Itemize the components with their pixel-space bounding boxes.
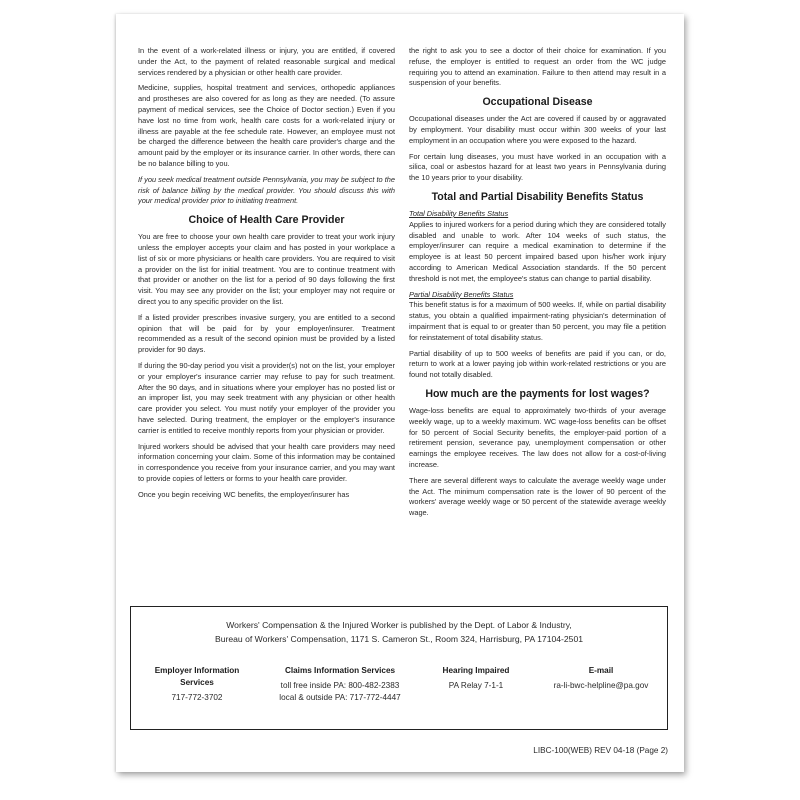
email-address[interactable]: ra-li-bwc-helpline@pa.gov (553, 681, 649, 690)
italic-notice: If you seek medical treatment outside Pennsylvania, you may be subject to the risk of balance billing by the medical provider. You should discuss this with your medical provider prior to initiating treatment. (138, 174, 395, 206)
paragraph: Applies to injured workers for a period during which they are considered totally disabled and unable to work. After 104 weeks of such status, the employer/insurer can require a medical examination to determine if the employee is at least 50 percent impaired based upon his/her work injury according to American Medical Association standards. If the 50 percent threshold is not met, the employee's status can change to partial disability. (409, 219, 666, 283)
paragraph: In the event of a work-related illness or injury, you are entitled, if covered under the Act, to the payment of related reasonable surgical and medical services rendered by a physician or other health care provider. (138, 46, 395, 77)
contact-heading-line: Employer Information (154, 666, 240, 675)
claims-phone-tollfree: toll free inside PA: 800-482-2383 (280, 681, 400, 690)
section-heading-choice-of-provider: Choice of Health Care Provider (188, 214, 345, 227)
contact-heading-line: Services (180, 678, 214, 687)
paragraph: This benefit status is for a maximum of 500 weeks. If, while on partial disability status, you obtain a qualified impairment-rating physician's determination of impairment that is equal to or greater than 50 percent, you may file a petition for reinstatement of total disability status. (409, 300, 666, 342)
paragraph: You are free to choose your own health care provider to treat your work injury unless the employer accepts your claim and has posted in your workplace a list of six or more physicians or health care providers. You are required to visit a provider on the list for initial treatment. You are to continue treatment with that provider or another on the list for a period of 90 days following the first visit. You may see any provider on the list; your employer may not require or direct you to any specific provider on the list. (138, 232, 395, 306)
publisher-info-box (130, 606, 668, 730)
subheading-total-disability: Total Disability Benefits Status (409, 208, 509, 218)
paragraph: If a listed provider prescribes invasive surgery, you are entitled to a second opinion that will be paid for by your employer/insurer. Treatment recommended as a result of the second opinion must be provided by a listed provider for 90 days. (138, 312, 395, 355)
contact-heading: E-mail (588, 666, 614, 675)
relay-number: PA Relay 7-1-1 (448, 681, 504, 690)
hearing-impaired-contact (421, 665, 531, 692)
employer-info-contact (141, 665, 253, 704)
paragraph: Once you begin receiving WC benefits, the employer/insurer has (138, 489, 350, 499)
paragraph: There are several different ways to calculate the average weekly wage under the Act. The minimum compensation rate is the lower of 90 percent of the workers' average weekly wage or 50 percent of the statewide average weekly wage. (409, 475, 666, 518)
publisher-line-1: Workers' Compensation & the Injured Worker is published by the Dept. of Labor & Industry, (226, 620, 572, 630)
paragraph: Wage-loss benefits are equal to approximately two-thirds of your average weekly wage, up to a weekly maximum. WC wage-loss benefits can be offset for 50 percent of Social Security benefits, the employer-paid portion of a retirement pension, severance pay, unemployment compensation or other earnings the employee receives. The law does not allow for a cost-of-living increase. (409, 405, 666, 469)
contact-heading: Hearing Impaired (442, 666, 510, 675)
section-heading-occupational-disease: Occupational Disease (482, 96, 593, 109)
body-columns (138, 46, 666, 606)
form-number: LIBC-100(WEB) REV 04-18 (Page 2) (533, 746, 668, 755)
email-contact (539, 665, 663, 692)
contact-heading (141, 665, 253, 689)
section-heading-lost-wages: How much are the payments for lost wages? (425, 387, 650, 400)
paragraph: Partial disability of up to 500 weeks of benefits are paid if you can, or do, return to work at a lower paying job within work-related restrictions or you are found not totally disabled. (409, 348, 666, 380)
publisher-statement (131, 618, 667, 646)
section-heading-disability-status: Total and Partial Disability Benefits Status (431, 190, 644, 203)
paragraph: Injured workers should be advised that your health care providers may need information concerning your claim. Some of this information may be contained in correspondence you receive from your insurance carrier, and you may want to provide copies of letters or forms to your health care provider. (138, 441, 395, 483)
paragraph: the right to ask you to see a doctor of their choice for examination. If you refuse, the employer is entitled to request an order from the WC judge requiring you to attend an examination. Failure to then attend may result in a suspension of your benefits. (409, 46, 666, 88)
publisher-line-2: Bureau of Workers' Compensation, 1171 S. Cameron St., Room 324, Harrisburg, PA 17104-2501 (214, 634, 584, 644)
claims-info-contact (265, 665, 415, 704)
claims-phone-local: local & outside PA: 717-772-4447 (279, 693, 401, 702)
document-page (116, 14, 684, 772)
left-column (138, 46, 395, 505)
paragraph: If during the 90-day period you visit a provider(s) not on the list, your employer or your employer's insurance carrier may refuse to pay for such treatment. After the 90 days, and in situations where your employer has no posted list or an improper list, you may seek treatment with any physician or other health care provider you select. You must notify your employer of the provider you have selected. During treatment, the employer or the employer's insurance carrier is entitled to receive monthly reports from your physician or provider. (138, 360, 395, 435)
paragraph: Occupational diseases under the Act are covered if caused by or aggravated by employment. Your disability must occur within 300 weeks of your last employment in an occupation where you were exposed to the hazard. (409, 114, 666, 145)
subheading-partial-disability: Partial Disability Benefits Status (409, 289, 514, 299)
contact-heading: Claims Information Services (284, 666, 396, 675)
employer-phone: 717-772-3702 (171, 693, 223, 702)
paragraph: Medicine, supplies, hospital treatment and services, orthopedic appliances and prostheses are also covered for as long as they are needed. (To assure payment of medical services, see the Choice of Doctor section.) Even if you have lost no time from work, health care costs for a work-related injury or illness are payable at the fee schedule rate. However, an employee must not be charged the difference between the health care provider's charge and the amount paid by the employer or its insurance carrier. In other words, there can be no balance billing to you. (138, 83, 395, 168)
paragraph: For certain lung diseases, you must have worked in an occupation with a silica, coal or asbestos hazard for at least two years in Pennsylvania during the 10 years prior to your disability. (409, 151, 666, 183)
right-column (409, 46, 666, 524)
